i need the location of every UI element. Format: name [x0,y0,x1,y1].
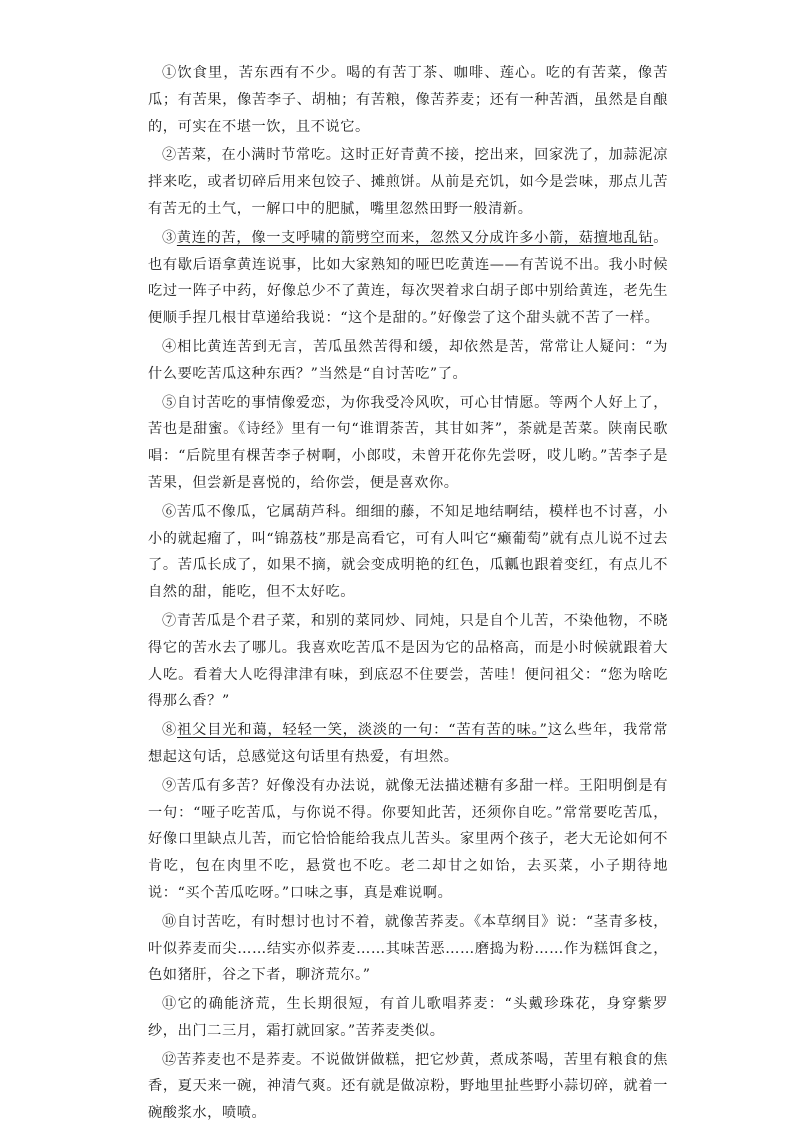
paragraph-text: 苦瓜不像瓜，它属葫芦科。细细的藤，不知足地结啊结，模样也不讨喜，小小的就起瘤了，叫“锦荔枝”那是高看它，可有人叫它“癞葡萄”就有点儿说不过去了。苦瓜长成了，如果不摘，就会变成明艳的红色，瓜瓤也跟着变红，有点儿不自然的甜，能吃，但不太好吃。 [148,503,668,601]
paragraph-number: ② [162,147,177,164]
paragraph-4 [148,334,668,388]
paragraph-number: ⑤ [162,394,177,411]
paragraph-text: 饮食里，苦东西有不少。喝的有苦丁茶、咖啡、莲心。吃的有苦菜，像苦瓜；有苦果，像苦李子、胡柚；有苦粮，像苦荞麦；还有一种苦酒，虽然是自酿的，可实在不堪一饮，且不说它。 [148,65,668,135]
paragraph-text: 自讨苦吃，有时想讨也讨不着，就像苦荞麦。《本草纲目》说：“茎青多枝，叶似荞麦而尖……结实亦似荞麦……其味苦恶……磨捣为粉……作为糕饵食之，色如猪肝，谷之下者，聊济荒尔。” [148,913,668,984]
underlined-text: 祖父目光和蔼，轻轻一笑，淡淡的一句：“苦有苦的味。” [177,722,548,739]
paragraph-text: 苦瓜有多苦？好像没有办法说，就像无法描述糖有多甜一样。王阳明倒是有一句：“哑子吃苦瓜，与你说不得。你要知此苦，还须你自吃。”常常要吃苦瓜，好像口里缺点儿苦，而它恰恰能给我点儿苦头。家里两个孩子，老大无论如何不肯吃，包在肉里不吃，悬赏也不吃。老二却甘之如饴，去买菜，小子期待地说：“买个苦瓜吃呀。”口味之事，真是难说啊。 [148,777,668,901]
paragraph-number: ⑦ [162,612,177,629]
paragraph-text: 相比黄连苦到无言，苦瓜虽然苦得和缓，却依然是苦，常常让人疑问：“为什么要吃苦瓜这种东西？”当然是“自讨苦吃”了。 [148,338,668,382]
paragraph-text: 这么些年，我常常想起这句话，总感觉这句话里有热爱，有坦然。 [148,722,668,765]
paragraph-10 [148,909,668,989]
paragraph-11 [148,991,668,1045]
paragraph-7 [148,608,668,715]
underlined-text: 黄连的苦，像一支呼啸的箭劈空而来，忽然又分成许多小箭，菇擅地乱钻 [176,229,654,246]
paragraph-3 [148,225,668,332]
paragraph-text: 。也有歇后语拿黄连说事，比如大家熟知的哑巴吃黄连——有苦说不出。我小时候吃过一阵子中药，好像总少不了黄连，每次哭着求白胡子郎中别给黄连，老先生便顺手捏几根甘草递给我说：“这个是甜的。”好像尝了这个甜头就不苦了一样。 [148,229,668,327]
paragraph-number: ⑥ [162,503,177,520]
paragraph-number: ⑪ [162,996,178,1013]
paragraph-12 [148,1047,668,1127]
paragraph-8 [148,717,668,771]
paragraph-6 [148,499,668,606]
paragraph-number: ④ [162,338,178,355]
paragraph-text: 自讨苦吃的事情像爱恋，为你我受冷风吹，可心甘情愿。等两个人好上了，苦也是甜蜜。《诗经》里有一句“谁谓荼苦，其甘如荠”，荼就是苦菜。陕南民歌唱：“后院里有棵苦李子树啊，小郎哎，未曾开花你先尝呀，哎儿哟。”苦李子是苦果，但尝新是喜悦的，给你尝，便是喜欢你。 [148,394,668,491]
paragraph-text: 青苦瓜是个君子菜，和别的菜同炒、同炖，只是自个儿苦，不染他物，不晓得它的苦水去了哪儿。我喜欢吃苦瓜不是因为它的品格高，而是小时候就跟着大人吃。看着大人吃得津津有味，到底忍不住要尝，苦哇！便问祖父：“您为啥吃得那么香？” [148,612,668,710]
paragraph-text: 苦菜，在小满时节常吃。这时正好青黄不接，挖出来，回家洗了，加蒜泥凉拌来吃，或者切碎后用来包饺子、摊煎饼。从前是充饥，如今是尝味，那点儿苦有苦无的土气，一解口中的肥腻，嘴里忽然田野一般清新。 [148,147,668,217]
paragraph-number: ⑧ [162,722,178,739]
paragraph-1 [148,60,668,140]
paragraph-9 [148,773,668,907]
paragraph-number: ⑨ [162,777,177,794]
paragraph-number: ① [162,65,178,81]
document-page [148,60,668,1129]
paragraph-number: ⑫ [162,1051,177,1068]
paragraph-2 [148,142,668,222]
paragraph-text: 苦荞麦也不是荞麦。不说做饼做糕，把它炒黄，煮成茶喝，苦里有粮食的焦香，夏天来一碗，神清气爽。还有就是做凉粉，野地里扯些野小蒜切碎，就着一碗酸浆水，喷喷。 [148,1051,668,1122]
paragraph-number: ③ [162,229,177,246]
paragraph-number: ⑩ [162,913,177,930]
paragraph-5 [148,390,668,497]
paragraph-text: 它的确能济荒，生长期很短，有首儿歌唱荞麦：“头戴珍珠花，身穿紫罗纱，出门二三月，霜打就回家。”苦荞麦类似。 [148,996,668,1039]
